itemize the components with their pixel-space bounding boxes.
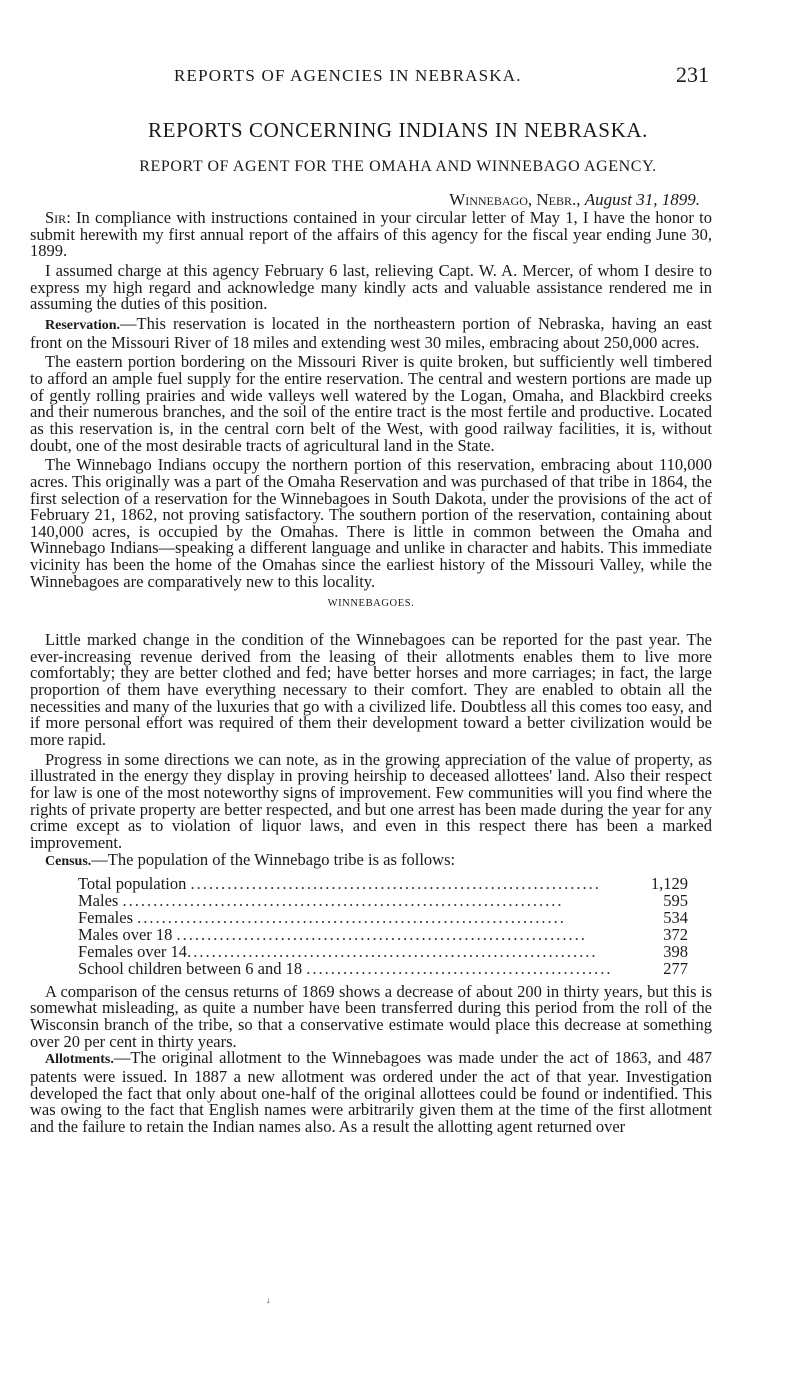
table-row [78,876,688,893]
table-row [78,961,688,978]
main-title: REPORTS CONCERNING INDIANS IN NEBRASKA. [148,118,648,142]
paragraph-census [30,849,712,871]
table-row [78,944,688,961]
paragraph-winnebago-indians: The Winnebago Indians occupy the northern portion of this reservation, embracing about 110,000 acres. This originally was a part of the Omaha Reservation and was purchased of that tribe in 1864, the first selection of a reservation for the Winnebagoes in South Dakota, under the provisions of the act of February 21, 1862, not proving satisfactory. The southern portion of the reservation, containing about 140,000 acres, is occupied by the Omahas. There is little in common between the Omaha and Winnebago Indians—speaking a different language and unlike in character and habits. This immediate vicinity has been the home of the Omahas since the earliest history of the Missouri Valley, while the Winnebagoes are comparatively new to this locality. [30,455,712,591]
table-row [78,927,688,944]
row-label: School children between 6 and 18 [78,960,303,978]
leader-dots: ................................................................... [176,927,587,944]
dateline-date: August 31, 1899. [584,190,700,209]
dateline [449,190,700,210]
paragraph-condition: Little marked change in the condition of the Winnebagoes can be reported for the past year. The ever-increasing revenue derived from the leasing of their allotments enables them to live more comfortably; they are better clothed and fed; have better horses and more carriages; in fact, the large proportion of them have everything necessary to their comfort. They are enabled to obtain all the necessities and many of the luxuries that go with a civilized life. Doubtless all this comes too easy, and if more personal effort was required of them their development toward a better civilization would be more rapid. [30,630,712,750]
paragraph-eastern-portion: The eastern portion bordering on the Missouri River is quite broken, but sufficiently well timbered to afford an ample fuel supply for the entire reservation. The central and western portions are made up of gently rolling prairies and wide valleys well watered by the Logan, Omaha, and Blackbird creeks and their numerous branches, and the soil of the entire tract is the most fertile and productive. Located as this reservation is, in the central corn belt of the West, with good railway facilities, it is, without doubt, one of the most desirable tracts of agricultural land in the State. [30,352,712,455]
print-mark: ↓ [266,1295,271,1305]
row-value: 277 [663,958,688,978]
row-value: 534 [663,908,688,928]
running-head [0,64,796,90]
row-label: Total population [78,876,187,894]
paragraph-text: —This reservation is located in the northeastern portion of Nebraska, having an east front on the Missouri River of 18 miles and extending west 30 miles, embracing about 250,000 acres. [30,313,712,352]
run-in-heading-allotments: Allotments. [45,1052,114,1068]
row-label: Males over 18 [78,927,173,944]
leader-dots: ...................................................................... [137,910,566,927]
run-in-heading-census: Census. [45,853,92,869]
row-label: Males [78,893,119,911]
page-number: 231 [676,62,709,87]
paragraph-assumed-charge: I assumed charge at this agency February 6 last, relieving Capt. W. A. Mercer, of whom I desire to express my high regard and acknowledge many kindly acts and valuable assistance rendered me in assuming the duties of this position. [30,260,712,314]
table-row [78,910,688,927]
row-label: Females over 14 [78,943,188,961]
paragraph-text: —The population of the Winnebago tribe is as follows: [91,849,456,869]
paragraph-allotments [30,1050,712,1135]
body-text [30,210,712,1136]
paragraph-progress: Progress in some directions we can note, as in the growing appreciation of the value of property, as illustrated in the energy they display in proving heirship to deceased allottees' land. Also their respect for law is one of the most noteworthy signs of improvement. Few communities will you find where the rights of private property are better respected, and but one arrest has been made during the year for any crime except as to violation of liquor laws, and even in this respect there has been a marked improvement. [30,749,712,852]
paragraph-text: : In compliance with instructions contained in your circular letter of May 1, I have the honor to submit herewith my first annual report of the affairs of this agency for the fiscal year ending June 30, 1899. [30,208,712,261]
row-label: Females [78,910,133,927]
salutation-lead: Sir [45,208,67,227]
running-head-title: REPORTS OF AGENCIES IN NEBRASKA. [174,66,522,85]
paragraph-text: —The original allotment to the Winnebagoes was made under the act of 1863, and 487 patents were issued. In 1887 a new allotment was ordered under the act of that year. Investigation developed the fact that only about one-half of the original allottees could be found or indentified. This was owing to the fact that English names were arbitrarily given them at the time of the first allotment and the failure to retain the Indian names also. As a result the allotting agent returned over [30,1048,712,1136]
leader-dots: ................................................................... [187,943,598,961]
row-value: 1,129 [650,874,688,894]
row-value: 398 [663,941,688,961]
row-value: 372 [663,925,688,944]
section-heading: WINNEBAGOES. [327,598,415,610]
leader-dots: .................................................. [306,960,613,978]
report-subtitle: REPORT OF AGENT FOR THE OMAHA AND WINNEBAGO AGENCY. [139,158,657,175]
leader-dots: ........................................................................ [122,893,564,911]
dateline-place: Winnebago, Nebr., [449,190,581,209]
paragraph-reservation [30,313,712,352]
run-in-heading-reservation: Reservation. [45,317,121,333]
row-value: 595 [663,891,688,911]
leader-dots: ................................................................... [190,876,601,894]
census-table [78,876,688,977]
paragraph-census-comparison: A comparison of the census returns of 1869 shows a decrease of about 200 in thirty years, but this is somewhat misleading, as quite a number have been transferred during this period from the roll of the Wisconsin branch of the tribe, so that a conservative estimate would place this decrease at something over 20 per cent in thirty years. [30,981,712,1051]
paragraph-salutation [30,210,712,260]
table-row [78,893,688,910]
